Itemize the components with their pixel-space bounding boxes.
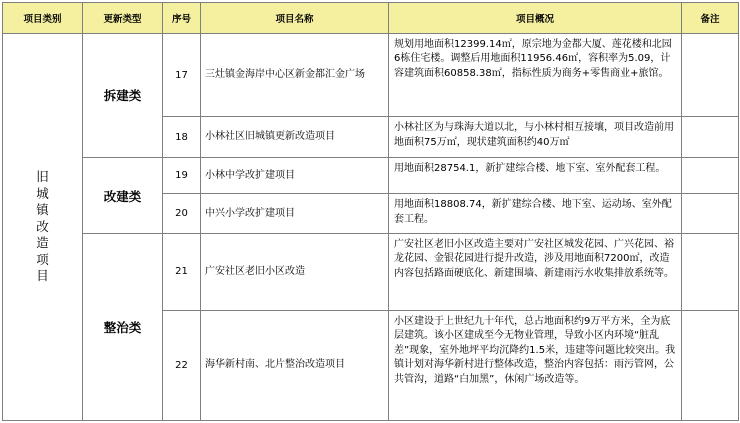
note-cell <box>682 158 739 194</box>
note-cell <box>682 117 739 158</box>
project-table <box>2 2 739 421</box>
header-overview: 项目概况 <box>389 3 682 34</box>
header-project-name: 项目名称 <box>201 3 389 34</box>
overview-cell <box>389 310 682 420</box>
seq-cell: 19 <box>163 158 201 194</box>
overview-text: 用地面积28754.1，新扩建综合楼、地下室、室外配套工程。 <box>394 163 666 175</box>
overview-text: 小区建设于上世纪九十年代，总占地面积约9万平方米，全为底层建筑。该小区建成至今无物业管理，导致小区内环境“脏乱差”现象，室外地坪平均沉降约1.5米，违建等问题比较突出。我镇计划对海华新村进行整体改造，整治内容包括：雨污管网，公共管沟，道路“白加黑”，休闲广场改造等。 <box>394 315 676 385</box>
overview-text: 用地面积18808.74，新扩建综合楼、地下室、运动场、室外配套工程。 <box>394 199 672 225</box>
header-update-type: 更新类型 <box>83 3 163 34</box>
header-seq: 序号 <box>163 3 201 34</box>
overview-cell <box>389 33 682 117</box>
project-name-cell: 三灶镇金海岸中心区新金都汇金广场 <box>201 33 389 117</box>
table-row <box>3 158 739 194</box>
table-row <box>3 33 739 117</box>
type-cell-rebuild: 改建类 <box>83 158 163 234</box>
project-name-cell: 海华新村南、北片整治改造项目 <box>201 310 389 420</box>
seq-cell: 20 <box>163 194 201 234</box>
seq-cell: 17 <box>163 33 201 117</box>
type-cell-demolish: 拆建类 <box>83 33 163 157</box>
project-name-cell: 小林中学改扩建项目 <box>201 158 389 194</box>
overview-text: 广安社区老旧小区改造主要对广安社区城发花园、广兴花园、裕龙花园、金银花园进行提升改造，涉及用地面积7200㎡，改造内容包括路面硬底化、新建围墙、新建雨污水收集排放系统等。 <box>394 238 674 279</box>
overview-text: 小林社区为与珠海大道以北，与小林村相互接壤，项目改造前用地面积75万㎡，现状建筑面积约40万㎡ <box>394 122 674 148</box>
overview-cell <box>389 233 682 310</box>
project-name-cell: 广安社区老旧小区改造 <box>201 233 389 310</box>
table-row <box>3 233 739 310</box>
overview-cell <box>389 117 682 158</box>
seq-cell: 22 <box>163 310 201 420</box>
note-cell <box>682 310 739 420</box>
note-cell <box>682 33 739 117</box>
seq-cell: 18 <box>163 117 201 158</box>
header-row <box>3 3 739 34</box>
header-note: 备注 <box>682 3 739 34</box>
category-label: 旧城镇改造项目 <box>36 169 49 284</box>
note-cell <box>682 233 739 310</box>
note-cell <box>682 194 739 234</box>
project-name-cell: 中兴小学改扩建项目 <box>201 194 389 234</box>
type-cell-renovate: 整治类 <box>83 233 163 420</box>
category-cell <box>3 33 83 420</box>
overview-cell <box>389 158 682 194</box>
seq-cell: 21 <box>163 233 201 310</box>
overview-cell <box>389 194 682 234</box>
header-category: 项目类别 <box>3 3 83 34</box>
project-name-cell: 小林社区旧城镇更新改造项目 <box>201 117 389 158</box>
overview-text: 规划用地面积12399.14㎡，原宗地为金都大厦、莲花楼和北园6栋住宅楼。调整后用地面积11956.46㎡，容积率为5.09，计容建筑面积60858.38㎡，指标性质为商务+零售商业+旅馆。 <box>394 38 672 79</box>
